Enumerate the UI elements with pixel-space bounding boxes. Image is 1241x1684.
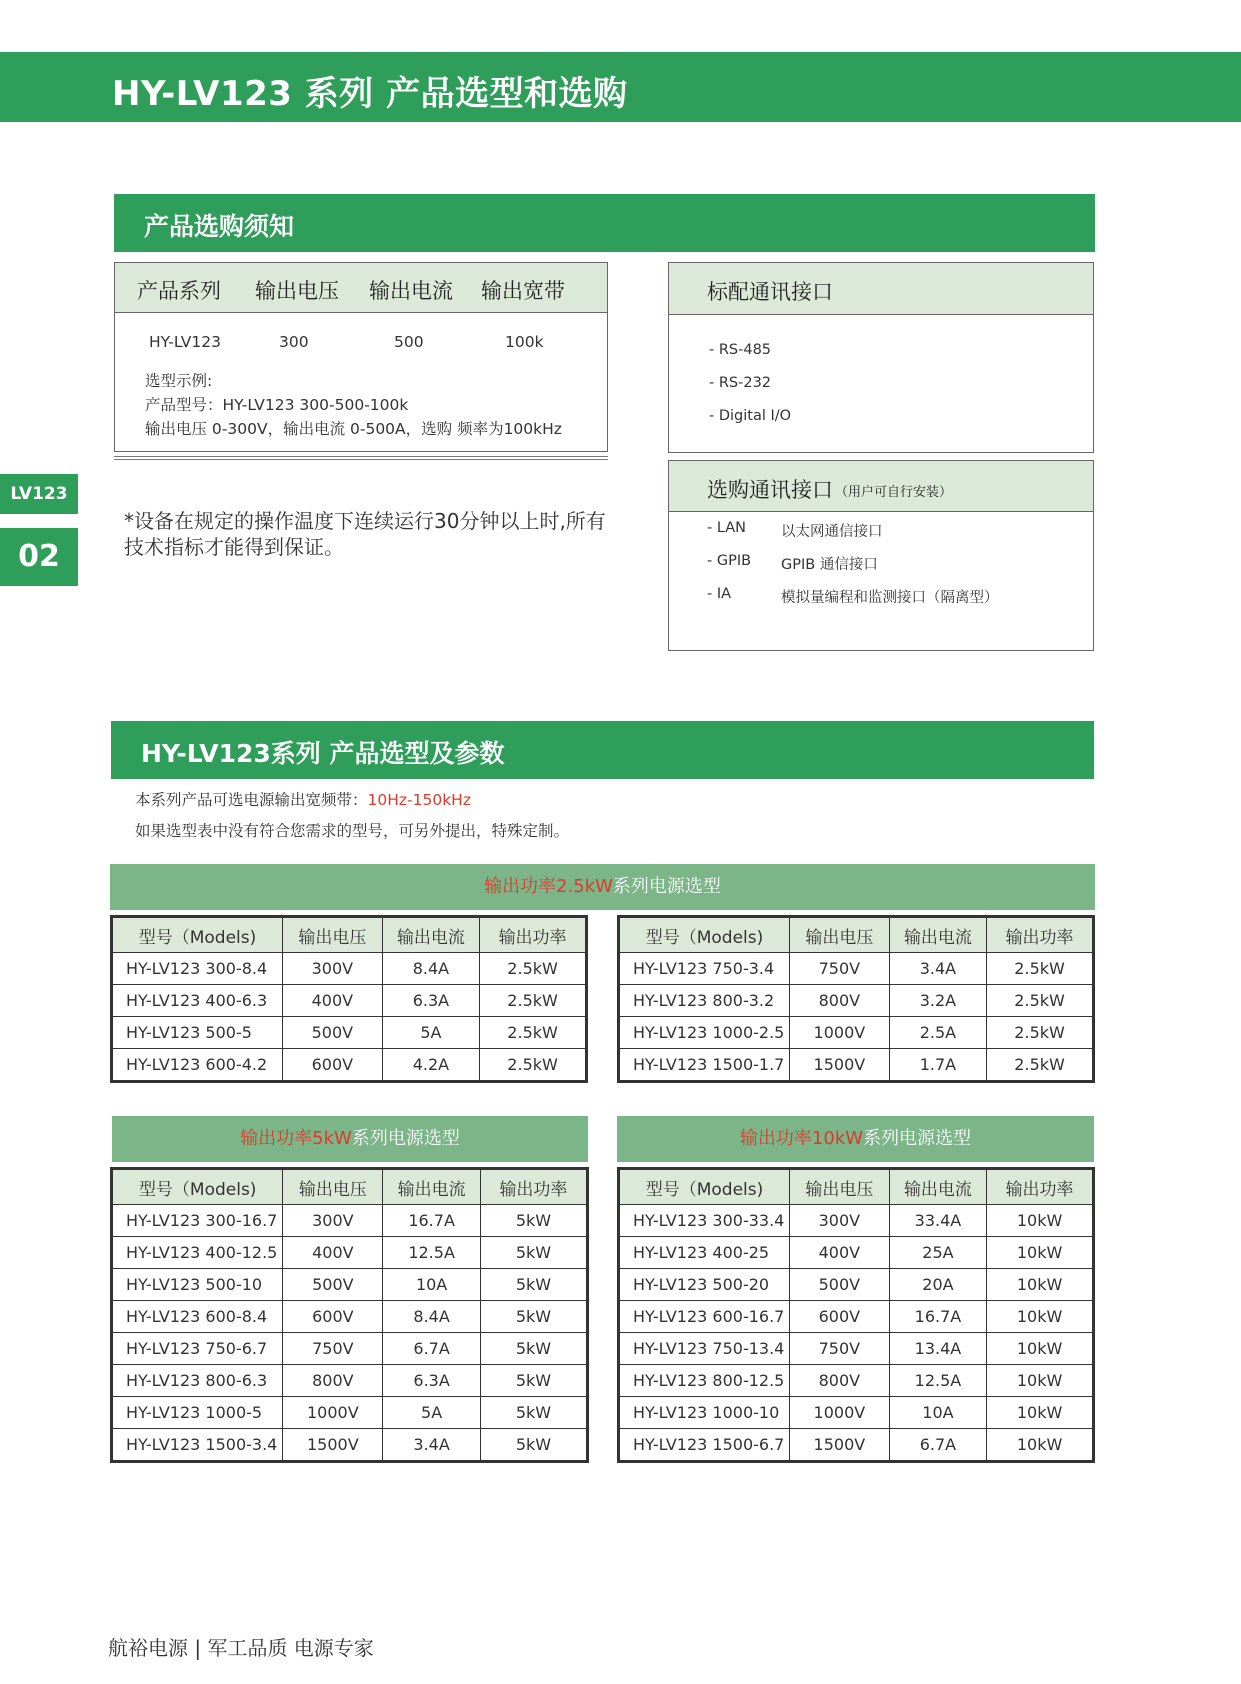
banner-2-5kw-rest: 系列电源选型 bbox=[612, 876, 721, 897]
table-row bbox=[112, 1301, 588, 1333]
footer-slogan: 航裕电源 | 军工品质 电源专家 bbox=[108, 1636, 374, 1660]
cell-current: 3.2A bbox=[889, 985, 986, 1017]
cell-current: 2.5A bbox=[889, 1017, 986, 1049]
cell-voltage: 1000V bbox=[790, 1397, 890, 1429]
column-header-current: 输出电流 bbox=[383, 1169, 481, 1205]
table-row bbox=[112, 1049, 587, 1082]
interface-gpib-desc: GPIB 通信接口 bbox=[781, 557, 878, 573]
cell-model: HY-LV123 300-33.4 bbox=[619, 1205, 790, 1237]
example-model: 产品型号：HY-LV123 300-500-100k bbox=[145, 396, 409, 414]
cell-voltage: 500V bbox=[283, 1269, 383, 1301]
cell-power: 10kW bbox=[987, 1333, 1094, 1365]
cell-current: 16.7A bbox=[383, 1205, 481, 1237]
cell-current: 5A bbox=[383, 1397, 481, 1429]
table-banner-5kw bbox=[112, 1116, 588, 1162]
cell-model: HY-LV123 1000-5 bbox=[112, 1397, 283, 1429]
cell-current: 3.4A bbox=[889, 953, 986, 985]
banner-5kw-power: 输出功率5kW bbox=[240, 1128, 352, 1149]
cell-voltage: 600V bbox=[790, 1301, 890, 1333]
table-row bbox=[619, 1397, 1094, 1429]
table-row bbox=[619, 1237, 1094, 1269]
cell-power: 5kW bbox=[480, 1333, 587, 1365]
cell-model: HY-LV123 300-8.4 bbox=[112, 953, 283, 985]
value-bandwidth: 100k bbox=[505, 333, 544, 351]
cell-current: 20A bbox=[889, 1269, 986, 1301]
cell-voltage: 800V bbox=[790, 985, 890, 1017]
intro-line-2: 如果选型表中没有符合您需求的型号，可另外提出，特殊定制。 bbox=[135, 822, 570, 840]
cell-voltage: 600V bbox=[283, 1301, 383, 1333]
table-header-row bbox=[112, 1169, 588, 1205]
notice-section-banner bbox=[114, 194, 1095, 252]
cell-current: 25A bbox=[889, 1237, 986, 1269]
intro-frequency-range: 10Hz-150kHz bbox=[367, 791, 471, 809]
cell-power: 5kW bbox=[480, 1301, 587, 1333]
interface-rs232: - RS-232 bbox=[709, 375, 772, 391]
column-header-current: 输出电流 bbox=[889, 1169, 986, 1205]
cell-current: 33.4A bbox=[889, 1205, 986, 1237]
cell-power: 10kW bbox=[987, 1269, 1094, 1301]
cell-voltage: 300V bbox=[283, 953, 383, 985]
divider-double-line bbox=[114, 456, 608, 460]
intro-prefix: 本系列产品可选电源输出宽频带： bbox=[135, 791, 368, 809]
cell-power: 5kW bbox=[480, 1269, 587, 1301]
column-header-voltage: 输出电压 bbox=[790, 917, 890, 953]
intro-line-1 bbox=[135, 788, 471, 810]
example-label: 选型示例: bbox=[145, 372, 213, 390]
cell-model: HY-LV123 750-3.4 bbox=[619, 953, 790, 985]
table-row bbox=[619, 1333, 1094, 1365]
page-title: HY-LV123 系列 产品选型和选购 bbox=[112, 74, 628, 114]
cell-voltage: 500V bbox=[790, 1269, 890, 1301]
column-header-voltage: 输出电压 bbox=[283, 1169, 383, 1205]
cell-voltage: 750V bbox=[283, 1333, 383, 1365]
page-header bbox=[0, 52, 1241, 122]
table-banner-10kw bbox=[617, 1116, 1094, 1162]
cell-power: 5kW bbox=[480, 1365, 587, 1397]
column-header-current: 输出电流 bbox=[382, 917, 479, 953]
header-bandwidth: 输出宽带 bbox=[481, 279, 565, 303]
banner-10kw-power: 输出功率10kW bbox=[739, 1128, 864, 1149]
cell-power: 2.5kW bbox=[480, 1049, 587, 1082]
cell-model: HY-LV123 800-3.2 bbox=[619, 985, 790, 1017]
header-current: 输出电流 bbox=[369, 279, 453, 303]
cell-current: 6.7A bbox=[889, 1429, 986, 1462]
cell-model: HY-LV123 500-20 bbox=[619, 1269, 790, 1301]
banner-5kw-rest: 系列电源选型 bbox=[351, 1128, 460, 1149]
cell-power: 2.5kW bbox=[480, 1017, 587, 1049]
table-row bbox=[619, 1017, 1094, 1049]
cell-model: HY-LV123 400-25 bbox=[619, 1237, 790, 1269]
cell-model: HY-LV123 800-6.3 bbox=[112, 1365, 283, 1397]
params-section-title: HY-LV123系列 产品选型及参数 bbox=[141, 739, 505, 768]
cell-model: HY-LV123 600-4.2 bbox=[112, 1049, 283, 1082]
cell-current: 13.4A bbox=[889, 1333, 986, 1365]
cell-power: 2.5kW bbox=[987, 1049, 1094, 1082]
cell-current: 6.3A bbox=[383, 1365, 481, 1397]
table-row bbox=[112, 1237, 588, 1269]
spec-table-10kw bbox=[617, 1167, 1095, 1463]
cell-voltage: 800V bbox=[283, 1365, 383, 1397]
example-description: 输出电压 0-300V，输出电流 0-500A，选购 频率为100kHz bbox=[145, 420, 562, 438]
interface-digital-io: - Digital I/O bbox=[709, 408, 792, 424]
cell-model: HY-LV123 600-16.7 bbox=[619, 1301, 790, 1333]
cell-power: 2.5kW bbox=[480, 985, 587, 1017]
selection-guide-header bbox=[115, 263, 607, 313]
cell-current: 6.7A bbox=[383, 1333, 481, 1365]
cell-power: 2.5kW bbox=[987, 1017, 1094, 1049]
cell-voltage: 300V bbox=[283, 1205, 383, 1237]
table-row bbox=[112, 953, 587, 985]
cell-model: HY-LV123 1500-3.4 bbox=[112, 1429, 283, 1462]
banner-2-5kw-power: 输出功率2.5kW bbox=[484, 876, 613, 897]
cell-voltage: 1500V bbox=[790, 1429, 890, 1462]
cell-power: 10kW bbox=[987, 1205, 1094, 1237]
cell-model: HY-LV123 1500-6.7 bbox=[619, 1429, 790, 1462]
cell-model: HY-LV123 500-5 bbox=[112, 1017, 283, 1049]
standard-interfaces-title: 标配通讯接口 bbox=[707, 280, 833, 304]
cell-current: 8.4A bbox=[383, 1301, 481, 1333]
cell-model: HY-LV123 300-16.7 bbox=[112, 1205, 283, 1237]
table-row bbox=[619, 1049, 1094, 1082]
header-voltage: 输出电压 bbox=[255, 279, 339, 303]
value-series: HY-LV123 bbox=[149, 333, 221, 351]
cell-model: HY-LV123 750-13.4 bbox=[619, 1333, 790, 1365]
table-row bbox=[112, 1365, 588, 1397]
column-header-power: 输出功率 bbox=[987, 1169, 1094, 1205]
table-row bbox=[112, 985, 587, 1017]
value-current: 500 bbox=[394, 333, 424, 351]
cell-voltage: 750V bbox=[790, 953, 890, 985]
cell-power: 2.5kW bbox=[987, 985, 1094, 1017]
cell-current: 16.7A bbox=[889, 1301, 986, 1333]
cell-voltage: 800V bbox=[790, 1365, 890, 1397]
cell-current: 10A bbox=[383, 1269, 481, 1301]
cell-power: 10kW bbox=[987, 1397, 1094, 1429]
cell-model: HY-LV123 1500-1.7 bbox=[619, 1049, 790, 1082]
spec-table-2-5kw-right bbox=[617, 915, 1095, 1083]
cell-current: 10A bbox=[889, 1397, 986, 1429]
cell-voltage: 500V bbox=[283, 1017, 383, 1049]
header-series: 产品系列 bbox=[137, 279, 221, 303]
cell-voltage: 400V bbox=[283, 1237, 383, 1269]
interface-ia-desc: 模拟量编程和监测接口（隔离型） bbox=[781, 590, 999, 606]
cell-model: HY-LV123 500-10 bbox=[112, 1269, 283, 1301]
interface-rs485: - RS-485 bbox=[709, 342, 772, 358]
cell-current: 5A bbox=[382, 1017, 479, 1049]
banner-10kw-rest: 系列电源选型 bbox=[863, 1128, 972, 1149]
column-header-model: 型号（Models) bbox=[112, 1169, 283, 1205]
cell-model: HY-LV123 1000-2.5 bbox=[619, 1017, 790, 1049]
cell-current: 3.4A bbox=[383, 1429, 481, 1462]
notice-section-title: 产品选购须知 bbox=[144, 212, 295, 241]
cell-voltage: 400V bbox=[283, 985, 383, 1017]
value-voltage: 300 bbox=[279, 333, 309, 351]
table-row bbox=[619, 1205, 1094, 1237]
table-header-row bbox=[112, 917, 587, 953]
table-row bbox=[112, 1429, 588, 1462]
cell-model: HY-LV123 600-8.4 bbox=[112, 1301, 283, 1333]
table-row bbox=[619, 985, 1094, 1017]
column-header-current: 输出电流 bbox=[889, 917, 986, 953]
cell-power: 5kW bbox=[480, 1397, 587, 1429]
cell-power: 10kW bbox=[987, 1237, 1094, 1269]
table-header-row bbox=[619, 1169, 1094, 1205]
cell-voltage: 1500V bbox=[283, 1429, 383, 1462]
cell-power: 5kW bbox=[480, 1205, 587, 1237]
cell-current: 4.2A bbox=[382, 1049, 479, 1082]
interface-lan-desc: 以太网通信接口 bbox=[781, 524, 883, 540]
column-header-model: 型号（Models) bbox=[619, 917, 790, 953]
optional-interfaces-title: 选购通讯接口 bbox=[707, 478, 833, 502]
spec-table-2-5kw-left bbox=[110, 915, 588, 1083]
cell-voltage: 1000V bbox=[283, 1397, 383, 1429]
cell-model: HY-LV123 800-12.5 bbox=[619, 1365, 790, 1397]
table-row bbox=[112, 1017, 587, 1049]
cell-current: 12.5A bbox=[383, 1237, 481, 1269]
cell-current: 8.4A bbox=[382, 953, 479, 985]
cell-power: 10kW bbox=[987, 1301, 1094, 1333]
table-row bbox=[619, 1269, 1094, 1301]
column-header-voltage: 输出电压 bbox=[283, 917, 383, 953]
cell-current: 1.7A bbox=[889, 1049, 986, 1082]
table-banner-2-5kw bbox=[110, 864, 1095, 910]
table-row bbox=[619, 1301, 1094, 1333]
table-row bbox=[619, 1429, 1094, 1462]
table-row bbox=[112, 1333, 588, 1365]
cell-model: HY-LV123 1000-10 bbox=[619, 1397, 790, 1429]
column-header-power: 输出功率 bbox=[480, 1169, 587, 1205]
params-section-banner bbox=[111, 721, 1094, 779]
cell-power: 2.5kW bbox=[987, 953, 1094, 985]
cell-current: 6.3A bbox=[382, 985, 479, 1017]
column-header-model: 型号（Models) bbox=[112, 917, 283, 953]
side-tab-page: 02 bbox=[0, 528, 78, 586]
cell-voltage: 300V bbox=[790, 1205, 890, 1237]
column-header-model: 型号（Models) bbox=[619, 1169, 790, 1205]
table-row bbox=[619, 1365, 1094, 1397]
table-header-row bbox=[619, 917, 1094, 953]
cell-current: 12.5A bbox=[889, 1365, 986, 1397]
cell-model: HY-LV123 400-12.5 bbox=[112, 1237, 283, 1269]
cell-model: HY-LV123 400-6.3 bbox=[112, 985, 283, 1017]
cell-model: HY-LV123 750-6.7 bbox=[112, 1333, 283, 1365]
interface-gpib: - GPIB bbox=[707, 553, 752, 569]
cell-voltage: 1000V bbox=[790, 1017, 890, 1049]
table-row bbox=[112, 1269, 588, 1301]
column-header-voltage: 输出电压 bbox=[790, 1169, 890, 1205]
column-header-power: 输出功率 bbox=[480, 917, 587, 953]
interface-ia: - IA bbox=[707, 586, 732, 602]
cell-power: 2.5kW bbox=[480, 953, 587, 985]
standard-interfaces-box bbox=[668, 262, 1094, 453]
cell-voltage: 600V bbox=[283, 1049, 383, 1082]
column-header-power: 输出功率 bbox=[987, 917, 1094, 953]
optional-interfaces-box bbox=[668, 460, 1094, 651]
operating-note: *设备在规定的操作温度下连续运行30分钟以上时,所有技术指标才能得到保证。 bbox=[124, 509, 606, 559]
table-row bbox=[112, 1397, 588, 1429]
cell-voltage: 750V bbox=[790, 1333, 890, 1365]
cell-power: 5kW bbox=[480, 1429, 587, 1462]
table-row bbox=[619, 953, 1094, 985]
interface-lan: - LAN bbox=[707, 520, 747, 536]
selection-guide-box bbox=[114, 262, 608, 452]
cell-voltage: 400V bbox=[790, 1237, 890, 1269]
table-row bbox=[112, 1205, 588, 1237]
side-tab-series: LV123 bbox=[0, 474, 78, 514]
spec-table-5kw bbox=[110, 1167, 589, 1463]
cell-power: 5kW bbox=[480, 1237, 587, 1269]
cell-power: 10kW bbox=[987, 1365, 1094, 1397]
cell-power: 10kW bbox=[987, 1429, 1094, 1462]
cell-voltage: 1500V bbox=[790, 1049, 890, 1082]
optional-interfaces-note: （用户可自行安装） bbox=[835, 485, 953, 500]
